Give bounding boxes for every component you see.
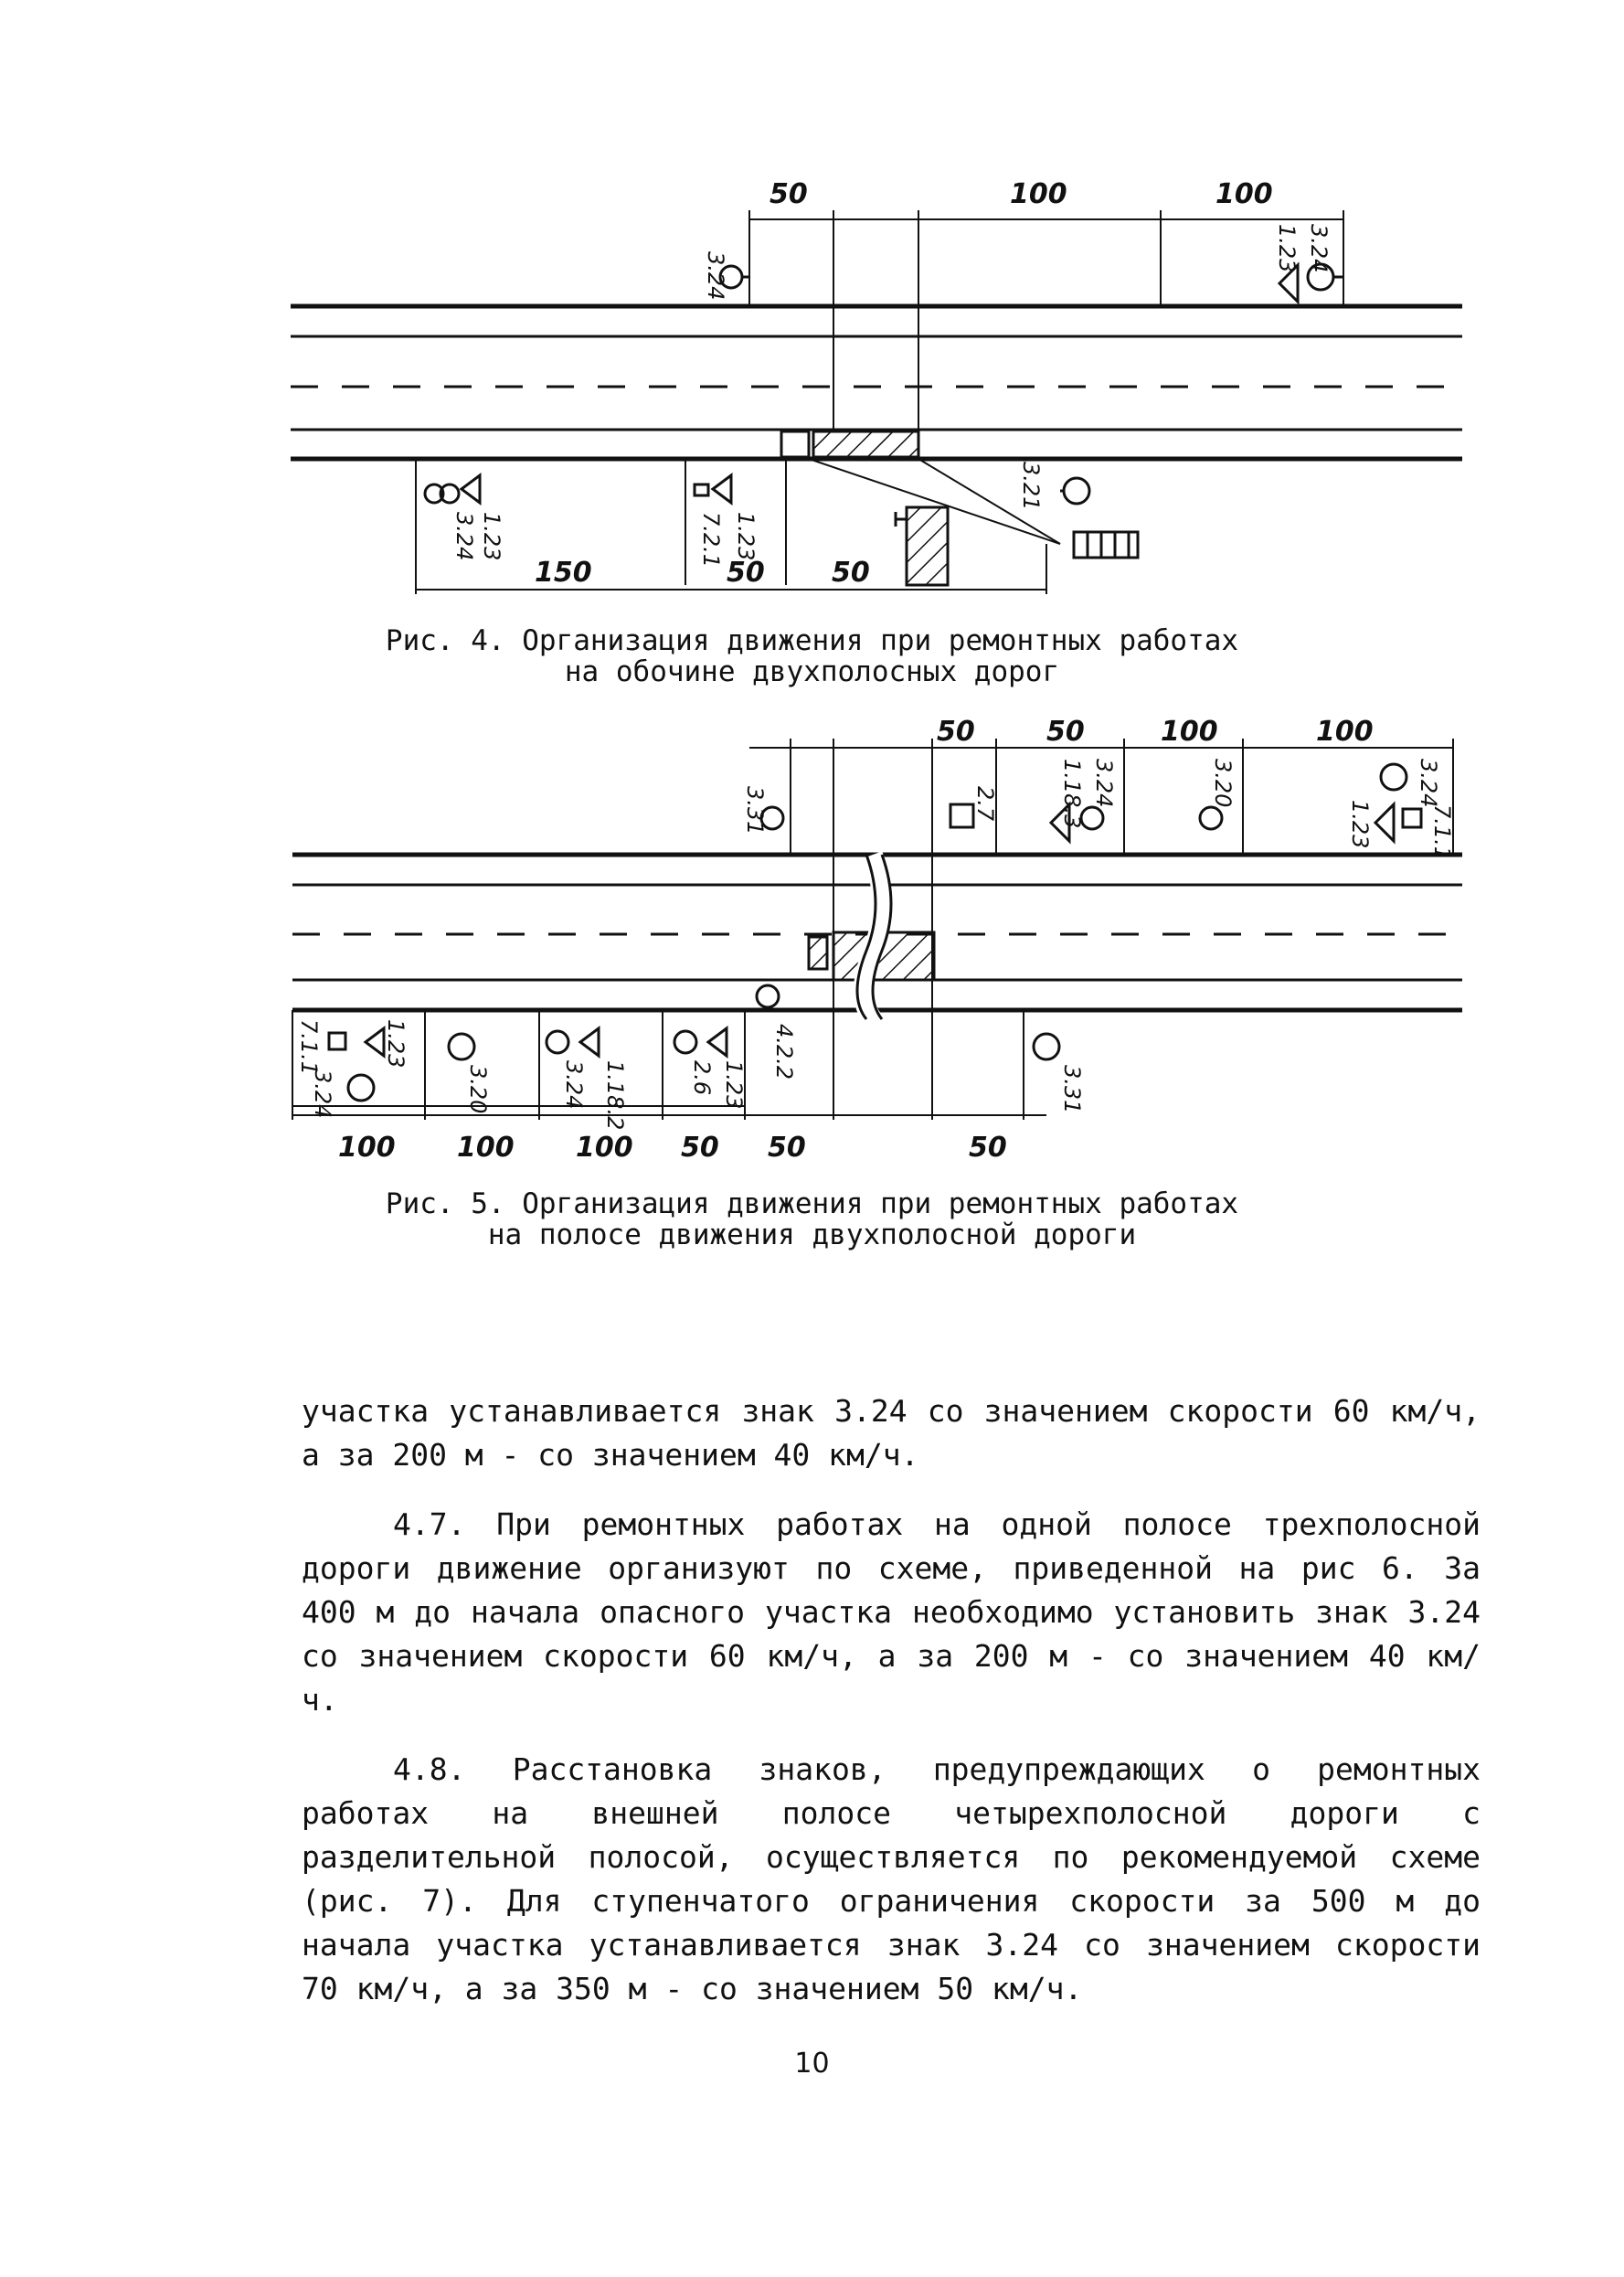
fig5-dim-bottom-5: 50 — [768, 1132, 806, 1164]
figure-5-caption-line1: Рис. 5. Организация движения при ремонтных работах — [385, 1187, 1239, 1220]
fig5-sign-1183: 1.18.3 — [1059, 759, 1085, 829]
fig4-sign-324-top: 3.24 — [703, 251, 728, 301]
fig5-dim-bottom-1: 100 — [338, 1132, 396, 1164]
figure-4-caption — [0, 625, 1624, 687]
fig4-sign-123-bot-a: 1.23 — [479, 512, 504, 561]
fig5-sign-711-b: 7.1.1 — [296, 1019, 322, 1076]
figure-4-caption-line2: на обочине двухполосных дорог — [564, 655, 1060, 688]
fig5-sign-324-t: 3.24 — [1091, 759, 1117, 808]
fig4-dim-top-3: 100 — [1215, 178, 1273, 210]
fig5-sign-324-b: 3.24 — [310, 1069, 335, 1119]
fig4-dim-top-2: 100 — [1010, 178, 1067, 210]
fig5-sign-711-t: 7.1.1 — [1429, 804, 1455, 861]
body-text — [302, 1389, 1481, 2011]
fig5-sign-1182: 1.18.2 — [602, 1060, 628, 1131]
fig5-sign-324-b2: 3.24 — [561, 1060, 587, 1110]
fig4-dim-bottom-1: 150 — [535, 557, 592, 589]
figure-5-caption — [0, 1188, 1624, 1250]
paragraph-4-8: 4.8. Расстановка знаков, предупреждающих о ремонтных работах на внешней полосе четырехполосной дороги с разделительной полосой, осуществляется по рекомендуемой схеме (рис. 7). Для ступенчатого ограничения скорости за 500 м до начала участка устанавливается знак 3.24 со значением скорости 70 км/ч, а за 350 м - со значением 50 км/ч. — [302, 1751, 1481, 2006]
fig5-sign-331-top: 3.31 — [742, 786, 768, 835]
fig5-sign-27: 2.7 — [972, 786, 998, 822]
fig5-dim-top-2: 50 — [1046, 716, 1085, 748]
fig4-sign-324-top-right: 3.24 — [1306, 224, 1332, 273]
figure-4-caption-line1: Рис. 4. Организация движения при ремонтных работах — [385, 624, 1239, 657]
fig5-sign-123-b: 1.23 — [383, 1019, 409, 1069]
fig4-sign-321: 3.21 — [1018, 462, 1044, 511]
fig5-dim-bottom-2: 100 — [457, 1132, 515, 1164]
fig5-sign-123-b2: 1.23 — [721, 1060, 747, 1110]
fig5-sign-422: 4.2.2 — [771, 1024, 797, 1080]
fig5-sign-123-t: 1.23 — [1347, 800, 1373, 849]
fig4-dim-bottom-3: 50 — [832, 557, 870, 589]
fig4-dim-bottom-2: 50 — [727, 557, 765, 589]
figure-5-diagram — [0, 713, 1624, 1170]
fig5-dim-top-3: 100 — [1161, 716, 1218, 748]
fig5-sign-320-b: 3.20 — [465, 1065, 491, 1114]
fig5-dim-bottom-6: 50 — [969, 1132, 1007, 1164]
fig5-dim-top-1: 50 — [937, 716, 975, 748]
fig5-sign-320-t: 3.20 — [1210, 759, 1236, 808]
fig5-dim-bottom-3: 100 — [576, 1132, 633, 1164]
fig5-dim-top-4: 100 — [1316, 716, 1374, 748]
fig4-sign-721: 7.2.1 — [698, 512, 724, 569]
fig4-dim-top-1: 50 — [770, 178, 808, 210]
fig5-sign-26: 2.6 — [689, 1060, 715, 1096]
fig4-sign-123-bot-b: 1.23 — [733, 512, 759, 561]
figure-4-diagram — [0, 165, 1624, 622]
fig4-sign-324-bot-a: 3.24 — [451, 512, 477, 561]
paragraph-continuation: участка устанавливается знак 3.24 со значением скорости 60 км/ч, а за 200 м - со значением 40 км/ч. — [302, 1393, 1481, 1473]
fig5-sign-331-b: 3.31 — [1059, 1065, 1085, 1114]
fig4-sign-123-top: 1.23 — [1274, 224, 1300, 273]
figure-5-caption-line2: на полосе движения двухполосной дороги — [487, 1218, 1137, 1251]
fig5-dim-bottom-4: 50 — [681, 1132, 719, 1164]
page-number: 10 — [794, 2048, 830, 2080]
paragraph-4-7: 4.7. При ремонтных работах на одной полосе трехполосной дороги движение организуют по схеме, приведенной на рис 6. За 400 м до начала опасного участка необходимо установить знак 3.24 со значением скорости 60 км/ч, а за 200 м - со значением 40 км/ч. — [302, 1506, 1481, 1718]
fig5-sign-324-tr: 3.24 — [1416, 759, 1441, 808]
